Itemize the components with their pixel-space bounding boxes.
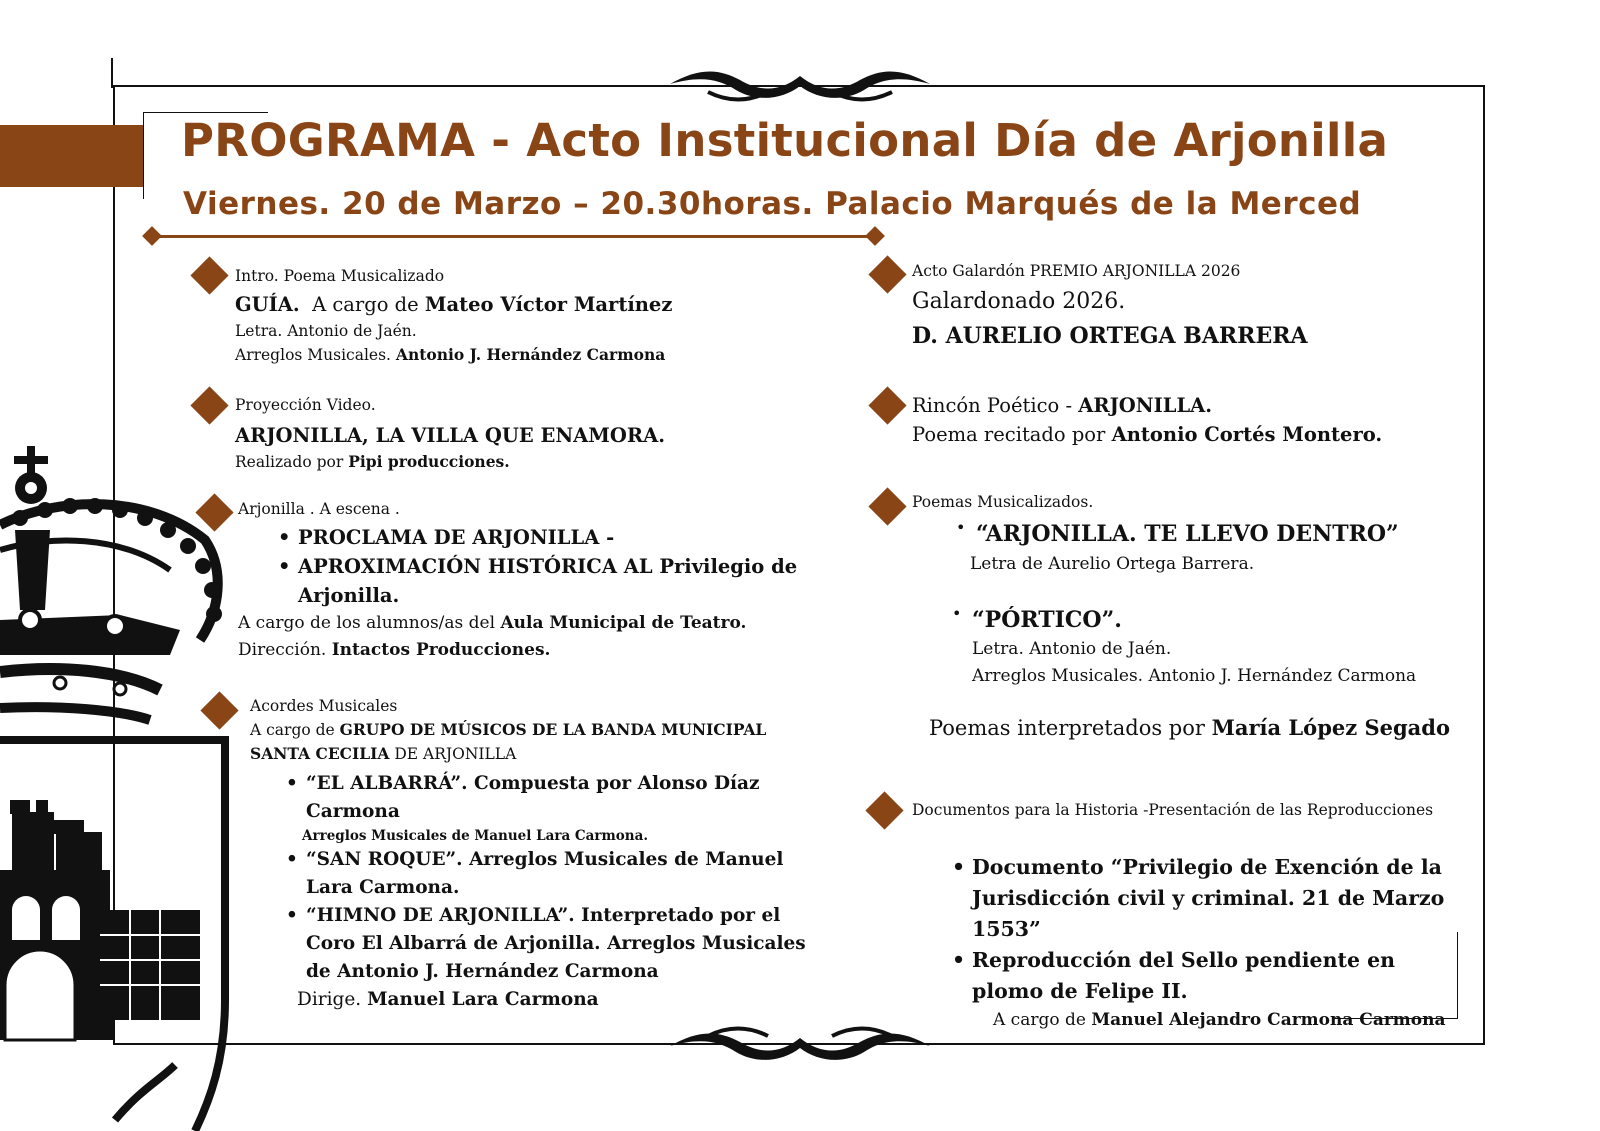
credit-prefix: A cargo de [312, 293, 419, 316]
credit-prefix: Poema recitado por [912, 423, 1106, 446]
award-line: Galardonado 2026. [912, 289, 1126, 314]
coat-of-arms-icon [0, 440, 235, 1131]
list-item [970, 518, 1496, 578]
item-note: Arreglos Musicales de Manuel Lara Carmona. [302, 828, 649, 844]
performers-line [929, 712, 1492, 744]
section-label: Documentos para la Historia -Presentación de las Reproducciones [912, 801, 1434, 819]
page-title: PROGRAMA - Acto Institucional Día de Arjonilla [181, 114, 1389, 167]
section-label: Acordes Musicales [250, 697, 398, 715]
frame-line [111, 58, 113, 88]
item-note: Letra de Aurelio Ortega Barrera. [970, 554, 1255, 574]
section-intro [235, 264, 795, 367]
credit-prefix: Poemas interpretados por [929, 716, 1205, 740]
section-acordes [250, 694, 810, 1014]
bottom-ornament-icon [668, 1024, 933, 1068]
section-label [912, 391, 1472, 420]
list-item: • Documento “Privilegio de Exención de la Jurisdicción civil y criminal. 21 de Marzo 1553” [972, 852, 1462, 945]
list-item: • Reproducción del Sello pendiente en plomo de Felipe II. [972, 945, 1462, 1007]
event-date-place: Viernes. 20 de Marzo – 20.30horas. Palacio Marqués de la Merced [183, 186, 1362, 222]
credit-suffix: DE ARJONILLA [394, 745, 517, 763]
list-item: • APROXIMACIÓN HISTÓRICA AL Privilegio de Arjonilla. [298, 552, 798, 610]
title-rule [152, 235, 877, 238]
arrangement-credit [235, 343, 795, 367]
credit-prefix: Dirección. [238, 640, 327, 660]
credit-name: María López Segado [1211, 715, 1450, 740]
work-title: ARJONILLA, LA VILLA QUE ENAMORA. [235, 424, 665, 447]
list-item-text: • “PÓRTICO”. [972, 607, 1122, 633]
escena-list [278, 523, 798, 610]
credit-prefix: Realizado por [235, 453, 344, 471]
credit-prefix: A cargo de los alumnos/as del [238, 613, 496, 633]
credit-name: Manuel Alejandro Carmona Carmona [1091, 1010, 1446, 1030]
credit-line [912, 420, 1472, 449]
label-name: ARJONILLA. [1078, 394, 1213, 417]
section-label: Arjonilla . A escena . [238, 500, 400, 518]
section-label: Proyección Video. [235, 396, 376, 414]
item-note: Arreglos Musicales. Antonio J. Hernández Carmona [972, 666, 1417, 686]
list-item: • PROCLAMA DE ARJONILLA - [298, 523, 798, 552]
list-item: • “HIMNO DE ARJONILLA”. Interpretado por el Coro El Albarrá de Arjonilla. Arreglos Musicales de Antonio J. Hernández Carmona [306, 902, 826, 986]
section-title-line [235, 290, 795, 319]
section-poemas [912, 490, 1492, 744]
poemas-list [952, 604, 1492, 690]
documentos-list [952, 852, 1462, 1007]
list-item [302, 770, 826, 846]
credit-line [993, 1007, 1482, 1033]
top-ornament-icon [668, 62, 933, 106]
credit-name: GRUPO DE MÚSICOS DE LA BANDA MUNICIPAL SANTA CECILIA [250, 720, 767, 763]
poemas-list [956, 518, 1496, 578]
director-line [297, 986, 810, 1014]
credit-name: Aula Municipal de Teatro. [500, 613, 747, 633]
credit-line [250, 718, 810, 766]
item-note: Letra. Antonio de Jaén. [972, 639, 1172, 659]
credit-prefix: Dirige. [297, 989, 362, 1010]
credit-prefix: A cargo de [993, 1010, 1086, 1030]
direction-line [238, 637, 798, 664]
credit-prefix: A cargo de [250, 721, 335, 739]
section-rincon [912, 391, 1472, 449]
credit-name: Mateo Víctor Martínez [424, 293, 673, 316]
section-video [235, 393, 795, 474]
credit-name: Antonio J. Hernández Carmona [395, 345, 666, 364]
section-label: Acto Galardón PREMIO ARJONILLA 2026 [912, 262, 1241, 280]
section-label: Poemas Musicalizados. [912, 493, 1094, 511]
award-recipient: D. AURELIO ORTEGA BARRERA [912, 323, 1308, 349]
credit-name: Pipi producciones. [348, 452, 510, 471]
acordes-list [286, 770, 826, 986]
section-escena [238, 497, 798, 664]
lyrics-credit: Letra. Antonio de Jaén. [235, 322, 417, 340]
accent-bar [0, 125, 143, 187]
section-label: Intro. Poema Musicalizado [235, 267, 445, 285]
work-title: GUÍA. [235, 293, 300, 316]
credit-prefix: Arreglos Musicales. [235, 346, 391, 364]
list-item: • “SAN ROQUE”. Arreglos Musicales de Manuel Lara Carmona. [306, 846, 826, 902]
credit-line [238, 610, 798, 637]
credit-name: Antonio Cortés Montero. [1111, 423, 1383, 446]
credit-name: Intactos Producciones. [331, 640, 551, 660]
list-item-text: “EL ALBARRÁ”. Compuesta por Alonso Díaz Carmona [306, 773, 760, 822]
list-item [972, 604, 1492, 690]
section-premio [912, 259, 1472, 353]
label-prefix: Rincón Poético - [912, 394, 1073, 417]
section-documentos [912, 798, 1482, 1033]
list-item-text: • “ARJONILLA. TE LLEVO DENTRO” [976, 521, 1399, 547]
credit-name: Manuel Lara Carmona [367, 989, 599, 1010]
credit-line [235, 450, 795, 474]
